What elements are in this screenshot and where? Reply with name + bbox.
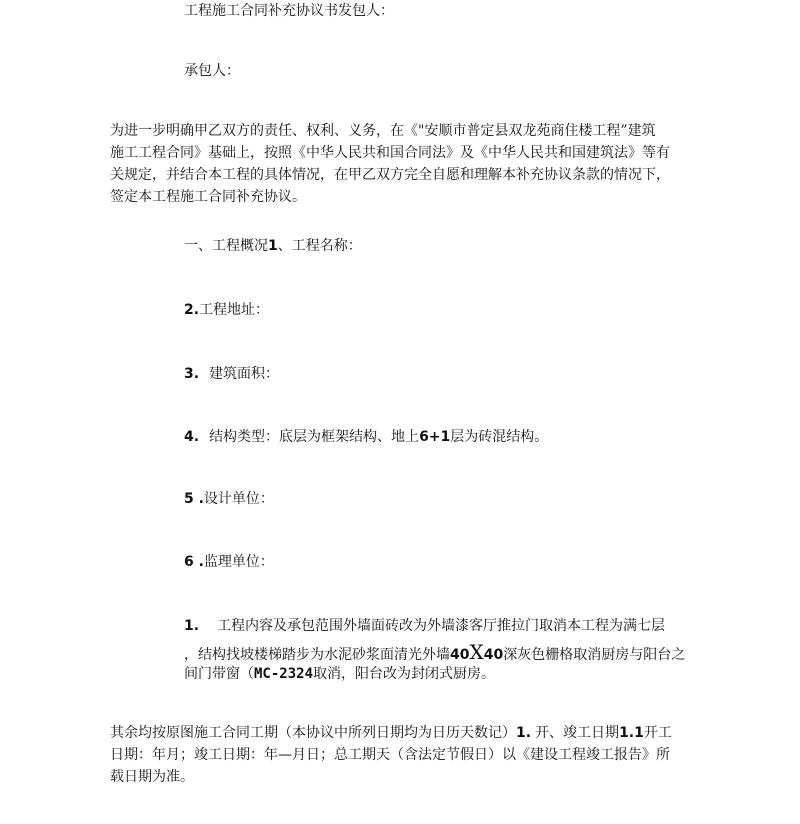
item-2-number: 2.: [184, 302, 200, 318]
scope-text-3a: 间门带窗（: [184, 666, 254, 682]
item-3-number: 3.: [184, 366, 200, 382]
scope-text-1: 工程内容及承包范围外墙面砖改为外墙漆客厅推拉门取消本工程为满七层: [217, 618, 666, 634]
term-line-2: 日期：年月；竣工日期：年—月日；总工期天（含法定节假日）以《建设工程竣工报告》所: [110, 747, 670, 763]
scope-dim-a: 40: [450, 647, 470, 663]
scope-text-2b: 深灰色栅格取消厨房与阳台之: [503, 647, 686, 663]
item-4-label-a: 结构类型：底层为框架结构、地上: [209, 429, 420, 445]
scope-dim-b: 40: [483, 647, 504, 663]
scope-dim-x: X: [469, 640, 484, 664]
scope-code: MC-2324: [254, 666, 314, 682]
scope-number: 1.: [184, 618, 200, 634]
section-1-heading: [184, 236, 362, 256]
item-4-number: 4.: [184, 429, 200, 445]
scope-line-1: [184, 615, 665, 637]
scope-text-3b: 取消，阳台改为封闭式厨房。: [313, 666, 496, 682]
scope-line-3: [184, 663, 495, 685]
section-1-number: 1: [268, 238, 278, 254]
intro-line: 关规定，并结合本工程的具体情况，在甲乙双方完全自愿和理解本补充协议条款的情况下，: [110, 167, 670, 183]
item-4-structure: [184, 427, 548, 447]
term-text-1b: 开、竣工日期: [535, 725, 620, 741]
intro-line: 为进一步明确甲乙双方的责任、权利、义务，在《"安顺市普定县双龙苑商住楼工程”建筑: [110, 123, 656, 139]
term-num-2: 1.1: [619, 725, 644, 741]
item-6-number: 6 .: [184, 554, 204, 570]
section-1-suffix: 、工程名称：: [277, 238, 362, 254]
item-4-label-b: 层为砖混结构。: [450, 429, 549, 445]
item-6-supervisor: [184, 552, 274, 572]
section-1-prefix: 一、工程概况: [184, 238, 268, 254]
contractor-label: 承包人：: [184, 63, 240, 79]
item-3-area: [184, 364, 279, 384]
item-2-address: [184, 300, 269, 320]
intro-line-text: 签定本工程施工合同补充协议。: [110, 189, 306, 205]
intro-line: 施工工程合同》基础上，按照《中华人民共和国合同法》及《中华人民共和国建筑法》等有: [110, 145, 670, 161]
term-line-1: [110, 722, 672, 744]
item-3-label: 建筑面积：: [209, 366, 280, 382]
item-4-floors: 6+1: [419, 429, 451, 445]
term-line-3: 载日期为准。: [110, 769, 194, 785]
item-6-label: 监理单位：: [203, 554, 274, 570]
header-employer: 工程施工合同补充协议书发包人：: [184, 3, 394, 19]
scope-text-2a: ，结构找坡楼梯踏步为水泥砂浆面清光外墙: [184, 647, 450, 663]
item-5-designer: [184, 489, 274, 509]
item-5-number: 5 .: [184, 491, 204, 507]
item-2-label: 工程地址：: [199, 302, 270, 318]
term-num-1: 1.: [516, 725, 532, 741]
term-text-1a: 其余均按原图施工合同工期（本协议中所列日期均为日历天数记）: [110, 725, 516, 741]
item-5-label: 设计单位：: [203, 491, 274, 507]
term-text-1c: 开工: [643, 725, 672, 741]
intro-line: [110, 177, 306, 205]
